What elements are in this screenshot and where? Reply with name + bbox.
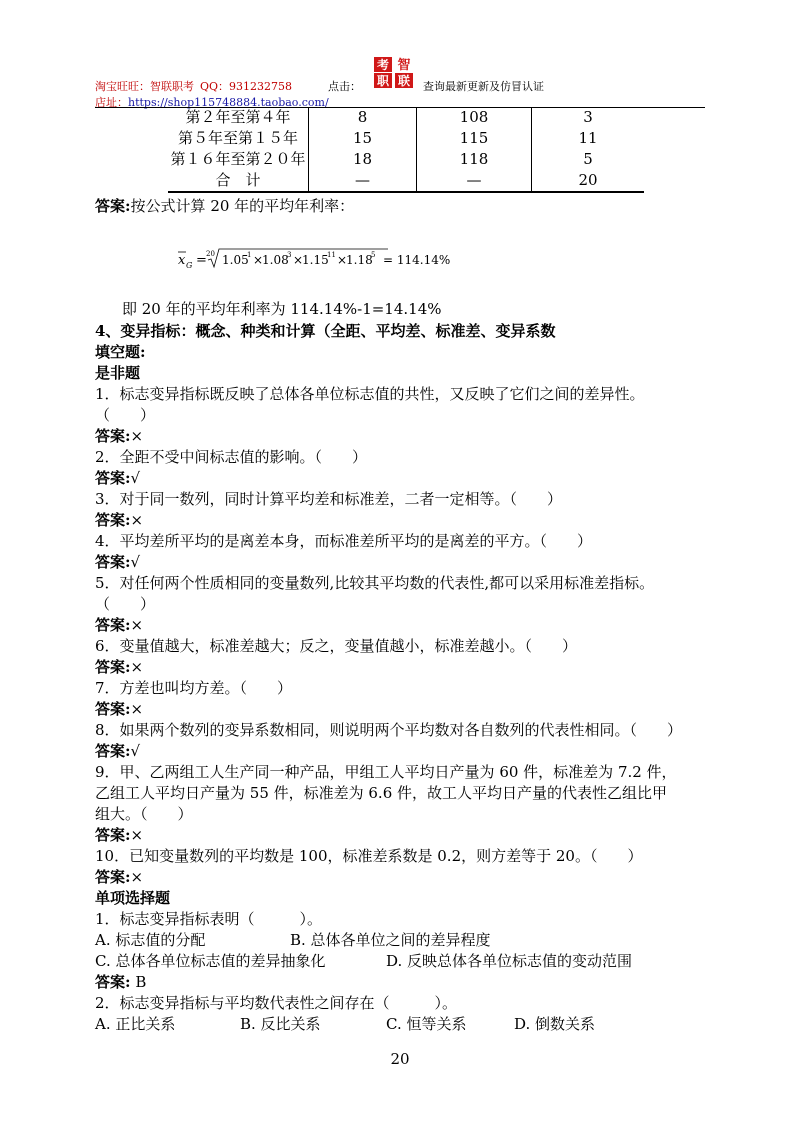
option-a: A. 正比关系 xyxy=(95,1015,176,1033)
interest-rate-table xyxy=(168,107,644,193)
formula-times: × xyxy=(293,253,304,267)
table-cell: 18 xyxy=(309,149,417,170)
answer-label: 答案: xyxy=(95,553,131,571)
table-row xyxy=(168,107,644,128)
answer-value: × xyxy=(130,427,144,445)
formula-exponent: 11 xyxy=(327,251,336,259)
answer-value: × xyxy=(130,826,144,844)
answer-line xyxy=(95,426,143,446)
question-text: 10．已知变量数列的平均数是 100，标准差系数是 0.2，则方差等于 20。（ ） xyxy=(95,847,643,865)
click-label: 点击： xyxy=(328,80,361,93)
option-d: D. 倒数关系 xyxy=(514,1015,596,1033)
answer-label: 答案: xyxy=(95,658,131,676)
answer-label: 答案: xyxy=(95,616,131,634)
multiple-choice-heading: 单项选择题 xyxy=(95,889,171,907)
answer-line xyxy=(95,468,140,488)
shop-prefix: 店址： xyxy=(95,96,128,109)
formula-subscript: G xyxy=(186,261,193,270)
formula-exponent: 5 xyxy=(371,251,376,259)
question-text: 2．标志变异指标与平均数代表性之间存在（ ）。 xyxy=(95,994,458,1012)
table-row xyxy=(168,128,644,149)
option-a: A. 标志值的分配 xyxy=(95,931,206,949)
qq-number: QQ：931232758 xyxy=(200,80,293,93)
formula-exponent: 1 xyxy=(247,251,252,259)
question-text: 乙组工人平均日产量为 55 件，标准差为 6.6 件，故工人平均日产量的代表性乙组比甲 xyxy=(95,784,668,802)
zhilian-logo[interactable] xyxy=(373,56,415,90)
answer-label: 答案: xyxy=(95,427,131,445)
table-cell: 11 xyxy=(578,129,598,147)
formula-base: 1.05 xyxy=(222,253,249,267)
answer-line xyxy=(95,699,143,719)
question-text: 1．标志变异指标表明（ ）。 xyxy=(95,910,323,928)
table-cell: 8 xyxy=(309,107,417,128)
table-cell: 第２年至第４年 xyxy=(168,107,309,128)
table-row xyxy=(168,149,644,170)
option-b: B. 总体各单位之间的差异程度 xyxy=(290,931,491,949)
page-number: 20 xyxy=(390,1050,410,1068)
question-text: 1．标志变异指标既反映了总体各单位标志值的共性，又反映了它们之间的差异性。 xyxy=(95,385,645,403)
answer-line xyxy=(95,615,143,635)
conclusion-text: 即 20 年的平均年利率为 114.14%-1=14.14% xyxy=(122,300,442,318)
logo-char-1: 考 xyxy=(376,58,390,72)
answer-value: √ xyxy=(130,469,141,487)
table-cell: — xyxy=(417,170,532,192)
table-cell: 第１６年至第２０年 xyxy=(168,149,309,170)
fill-blank-heading: 填空题: xyxy=(95,343,146,361)
question-text: 9．甲、乙两组工人生产同一种产品，甲组工人平均日产量为 60 件，标准差为 7.2 件， xyxy=(95,763,677,781)
answer-label: 答案: xyxy=(95,511,131,529)
page-header xyxy=(95,52,705,108)
answer-label: 答案: xyxy=(95,197,131,215)
table-cell: — xyxy=(309,170,417,192)
question-text: 2．全距不受中间标志值的影响。（ ） xyxy=(95,448,368,466)
logo-char-3: 职 xyxy=(376,74,390,88)
answer-line xyxy=(95,867,143,887)
answer-line xyxy=(95,657,143,677)
formula-root-index: 20 xyxy=(206,250,215,258)
question-text: 7．方差也叫均方差。（ ） xyxy=(95,679,293,697)
answer-value: × xyxy=(130,868,144,886)
table-cell: 第５年至第１５年 xyxy=(168,128,309,149)
answer-label: 答案: xyxy=(95,826,131,844)
table-cell: 108 xyxy=(417,107,532,128)
question-text: 6．变量值越大，标准差越大；反之，变量值越小，标准差越小。（ ） xyxy=(95,637,578,655)
option-c: C. 总体各单位标志值的差异抽象化 xyxy=(95,952,326,970)
answer-label: 答案: xyxy=(95,868,131,886)
answer-label: 答案: xyxy=(95,469,131,487)
verification-query-link[interactable]: 查询最新更新及仿冒认证 xyxy=(423,80,544,93)
answer-line xyxy=(95,741,140,761)
header-shop-line xyxy=(95,78,292,94)
answer-text: 按公式计算 20 年的平均年利率： xyxy=(130,197,355,215)
geometric-mean-formula xyxy=(178,248,478,270)
answer-label: 答案: xyxy=(95,973,131,991)
answer-line xyxy=(95,552,140,572)
question-text: 4．平均差所平均的是离差本身，而标准差所平均的是离差的平方。（ ） xyxy=(95,532,593,550)
section-title: 4、变异指标：概念、种类和计算（全距、平均差、标准差、变异系数 xyxy=(95,322,556,340)
answer-value: √ xyxy=(130,742,141,760)
formula-base: 1.18 xyxy=(346,253,373,267)
formula-exponent: 3 xyxy=(287,251,292,259)
table-cell: 118 xyxy=(417,149,532,170)
shop-name: 淘宝旺旺：智联职考 xyxy=(95,80,194,93)
formula-equals: = xyxy=(196,253,207,268)
answer-line xyxy=(95,825,143,845)
shop-link[interactable]: https://shop115748884.taobao.com/ xyxy=(128,96,329,109)
table-row-total xyxy=(168,170,644,192)
option-d: D. 反映总体各单位标志值的变动范围 xyxy=(386,952,633,970)
logo-char-4: 联 xyxy=(397,74,411,88)
true-false-heading: 是非题 xyxy=(95,364,141,382)
table-cell: 5 xyxy=(583,150,593,168)
formula-times: × xyxy=(253,253,264,267)
answer-intro xyxy=(95,196,354,216)
option-b: B. 反比关系 xyxy=(240,1015,321,1033)
question-bracket: （ ） xyxy=(95,406,156,424)
formula-times: × xyxy=(337,253,348,267)
answer-value: B xyxy=(130,973,147,991)
formula-x: x xyxy=(178,253,186,268)
answer-label: 答案: xyxy=(95,742,131,760)
table-cell: 115 xyxy=(417,128,532,149)
question-text: 组大。（ ） xyxy=(95,805,193,823)
formula-result: = 114.14% xyxy=(383,253,451,267)
question-text: 3．对于同一数列，同时计算平均差和标准差，二者一定相等。（ ） xyxy=(95,490,563,508)
answer-value: √ xyxy=(130,553,141,571)
answer-line xyxy=(95,510,143,530)
answer-label: 答案: xyxy=(95,700,131,718)
answer-line xyxy=(95,972,146,992)
logo-char-2: 智 xyxy=(397,58,411,73)
answer-value: × xyxy=(130,658,144,676)
formula-base: 1.08 xyxy=(262,253,289,267)
table-cell: 3 xyxy=(583,108,593,126)
formula-base: 1.15 xyxy=(302,253,329,267)
answer-value: × xyxy=(130,616,144,634)
question-bracket: （ ） xyxy=(95,595,156,613)
question-text: 8．如果两个数列的变异系数相同，则说明两个平均数对各自数列的代表性相同。（ ） xyxy=(95,721,683,739)
table-cell: 20 xyxy=(532,170,645,192)
table-cell: 15 xyxy=(309,128,417,149)
answer-value: × xyxy=(130,511,144,529)
option-c: C. 恒等关系 xyxy=(386,1015,467,1033)
table-cell: 合 计 xyxy=(168,170,309,192)
answer-value: × xyxy=(130,700,144,718)
question-text: 5．对任何两个性质相同的变量数列,比较其平均数的代表性,都可以采用标准差指标。 xyxy=(95,574,655,592)
